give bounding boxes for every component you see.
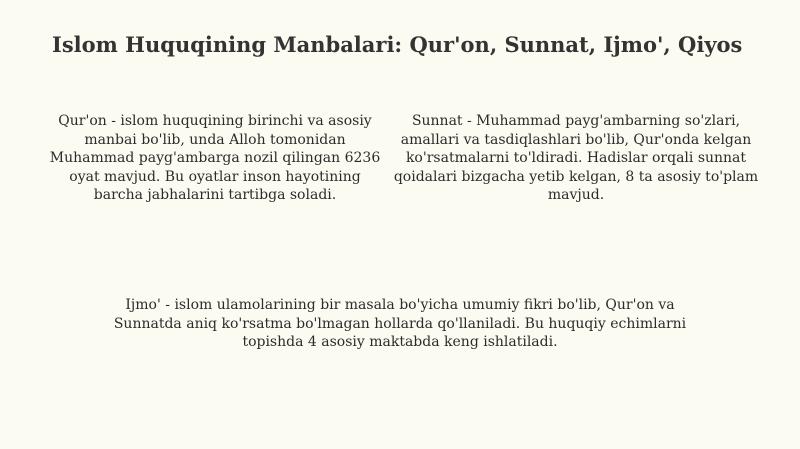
ijmo-text-block: Ijmo' - islom ulamolarining bir masala bo'yicha umumiy fikri bo'lib, Qur'on va Sunnatda aniq ko'rsatma bo'lmagan hollarda qo'llaniladi. Bu huquqiy echimlarni topishda 4 asosiy maktabda keng ishlatiladi. — [113, 297, 687, 350]
quron-text-block: Qur'on - islom huquqining birinchi va asosiy manbai bo'lib, unda Alloh tomonidan Muhammad payg'ambarga nozil qilingan 6236 oyat mavjud. Bu oyatlar inson hayotining barcha jabhalarini tartibga soladi. — [49, 113, 381, 203]
sunnat-text-block: Sunnat - Muhammad payg'ambarning so'zlari, amallari va tasdiqlashlari bo'lib, Qur'onda kelgan ko'rsatmalarni to'ldiradi. Hadislar orqali sunnat qoidalari bizgacha yetib kelgan, 8 ta asosiy to'plam mavjud. — [393, 113, 759, 203]
slide-title: Islom Huquqining Manbalari: Qur'on, Sunnat, Ijmo', Qiyos — [52, 32, 743, 57]
